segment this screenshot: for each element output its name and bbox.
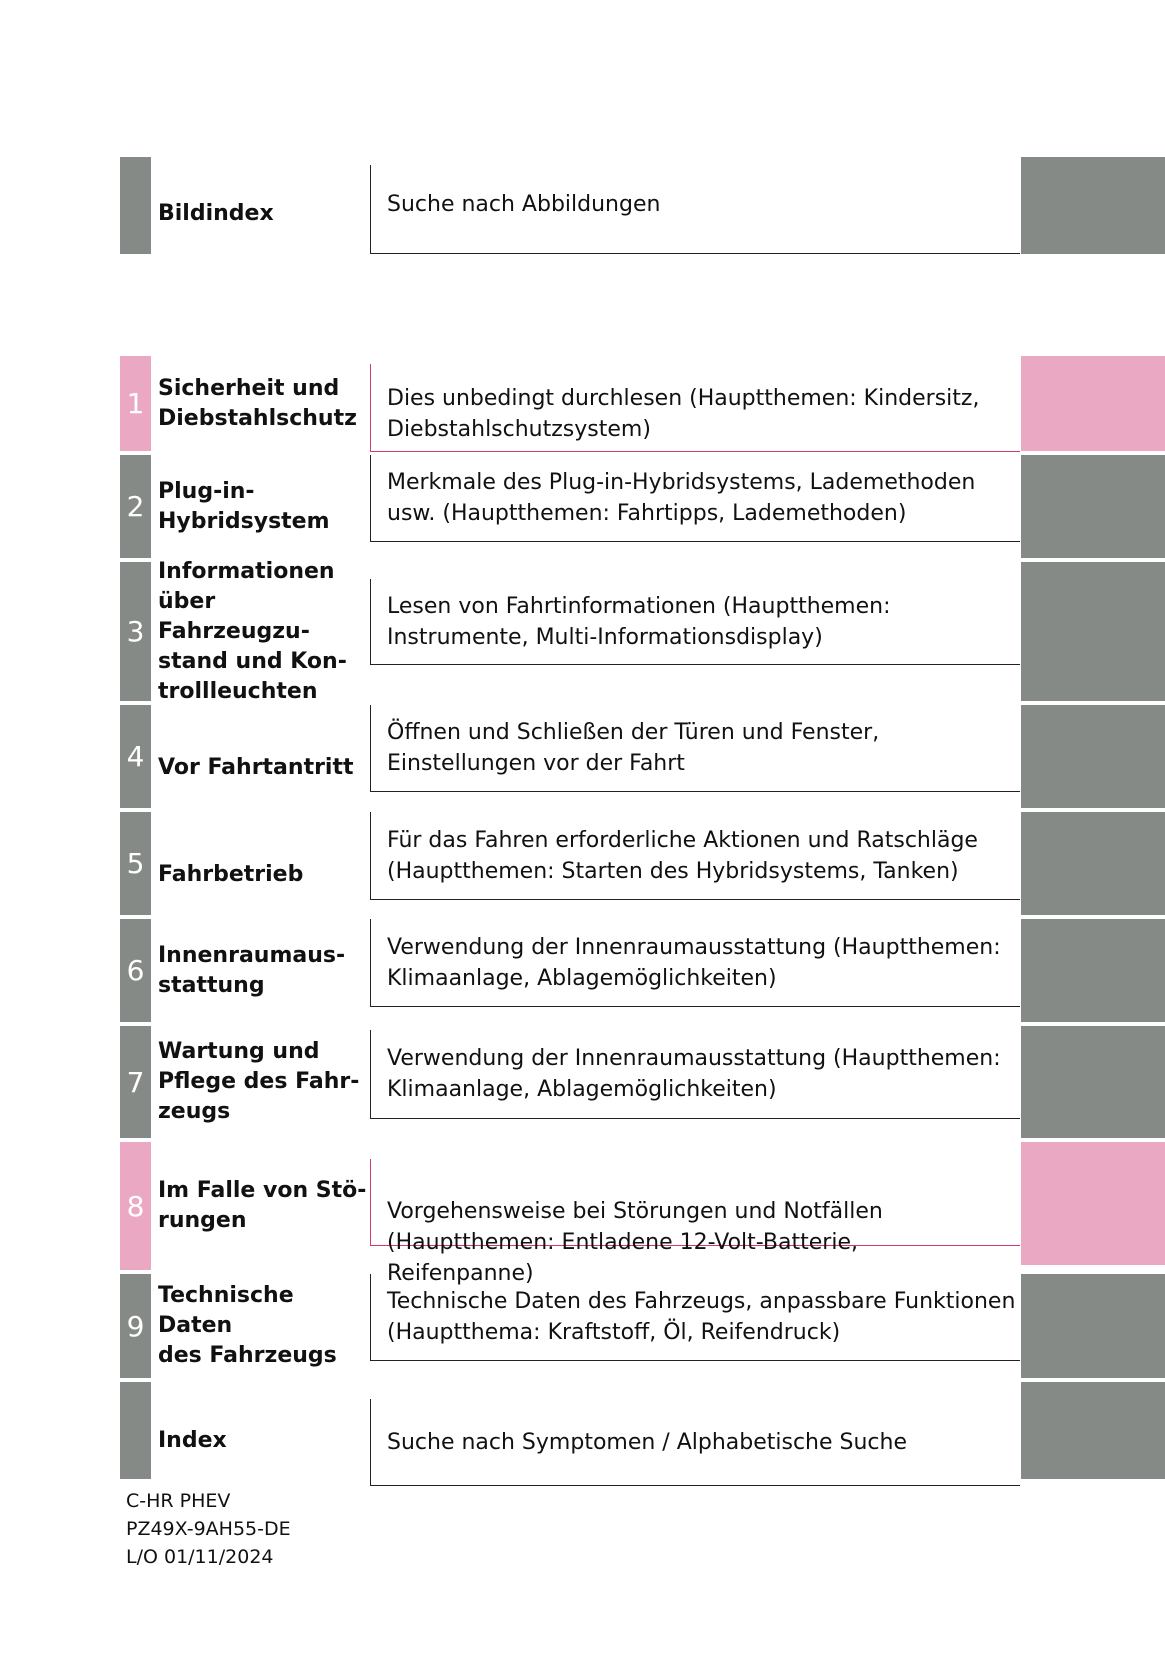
bildindex-title: Bildindex — [158, 200, 274, 226]
chapter-title-9: Technische Daten des Fahrzeugs — [158, 1283, 337, 1368]
chapter-number-4: 4 — [120, 705, 151, 808]
chapter-desc-4: Öffnen und Schließen der Türen und Fenster, Einstellungen vor der Fahrt — [370, 705, 1020, 792]
chapter-title-4: Vor Fahrtantritt — [158, 754, 354, 780]
chapter-row-5[interactable] — [0, 812, 1165, 915]
bildindex-row[interactable] — [0, 157, 1165, 254]
bildindex-tab[interactable] — [1021, 157, 1165, 254]
index-title: Index — [158, 1427, 227, 1453]
chapter-number-1: 1 — [120, 356, 151, 451]
chapter-row-6[interactable] — [0, 919, 1165, 1022]
document-footer — [126, 1487, 291, 1571]
chapter-title-1: Sicherheit und Diebstahlschutz — [158, 375, 357, 431]
chapter-desc-6: Verwendung der Innenraumausstattung (Hauptthemen: Klimaanlage, Ablagemöglichkeiten) — [370, 919, 1020, 1007]
chapter-tab-8[interactable] — [1021, 1142, 1165, 1265]
chapter-tab-6[interactable] — [1021, 919, 1165, 1022]
chapter-row-7[interactable] — [0, 1026, 1165, 1138]
footer-model: C-HR PHEV — [126, 1490, 231, 1512]
chapter-tab-5[interactable] — [1021, 812, 1165, 915]
chapter-desc-2: Merkmale des Plug-in-Hybridsystems, Lademethoden usw. (Hauptthemen: Fahrtipps, Lademethoden) — [370, 455, 1020, 542]
index-bar — [120, 1382, 151, 1479]
chapter-desc-7: Verwendung der Innenraumausstattung (Hauptthemen: Klimaanlage, Ablagemöglichkeiten) — [370, 1030, 1020, 1119]
chapter-row-2[interactable] — [0, 455, 1165, 558]
footer-part-number: PZ49X-9AH55-DE — [126, 1518, 291, 1540]
chapter-title-5: Fahrbetrieb — [158, 861, 304, 887]
chapter-desc-1: Dies unbedingt durchlesen (Hauptthemen: Kindersitz, Diebstahlschutzsystem) — [370, 364, 1020, 452]
chapter-title-2: Plug-in- Hybridsystem — [158, 478, 330, 534]
chapter-tab-1[interactable] — [1021, 356, 1165, 451]
chapter-row-3[interactable] — [0, 558, 1165, 704]
chapter-number-6: 6 — [120, 919, 151, 1022]
index-tab[interactable] — [1021, 1382, 1165, 1479]
chapter-title-6: Innenraumaus- stattung — [158, 942, 346, 998]
chapter-number-3: 3 — [120, 562, 151, 701]
chapter-desc-3: Lesen von Fahrtinformationen (Hauptthemen: Instrumente, Multi-Informationsdisplay) — [370, 579, 1020, 665]
chapter-title-8: Im Falle von Stö- rungen — [158, 1178, 367, 1233]
chapter-tab-3[interactable] — [1021, 562, 1165, 701]
index-row[interactable] — [0, 1382, 1165, 1479]
chapter-row-8[interactable] — [0, 1142, 1165, 1286]
chapter-desc-9: Technische Daten des Fahrzeugs, anpassbare Funktionen (Hauptthema: Kraftstoff, Öl, Reifendruck) — [370, 1274, 1020, 1361]
index-desc: Suche nach Symptomen / Alphabetische Suche — [370, 1399, 1020, 1486]
chapter-tab-7[interactable] — [1021, 1026, 1165, 1138]
chapter-number-7: 7 — [120, 1026, 151, 1138]
chapter-title-7: Wartung und Pflege des Fahr- zeugs — [158, 1039, 360, 1124]
bildindex-bar — [120, 157, 151, 254]
chapter-number-9: 9 — [120, 1274, 151, 1378]
chapter-title-3: Informationen über Fahrzeugzu- stand und Kon- trollleuchten — [158, 558, 347, 704]
chapter-row-9[interactable] — [0, 1274, 1165, 1378]
chapter-desc-8: Vorgehensweise bei Störungen und Notfällen (Hauptthemen: Entladene 12-Volt-Batterie, Reifenpanne) — [370, 1159, 1020, 1246]
chapter-number-2: 2 — [120, 455, 151, 558]
chapter-desc-5: Für das Fahren erforderliche Aktionen und Ratschläge (Hauptthemen: Starten des Hybridsystems, Tanken) — [370, 812, 1020, 900]
chapter-tab-4[interactable] — [1021, 705, 1165, 808]
footer-date: L/O 01/11/2024 — [126, 1546, 274, 1568]
chapter-number-8: 8 — [120, 1142, 151, 1270]
chapter-row-1[interactable] — [0, 356, 1165, 451]
chapter-tab-2[interactable] — [1021, 455, 1165, 558]
chapter-tab-9[interactable] — [1021, 1274, 1165, 1378]
chapter-number-5: 5 — [120, 812, 151, 915]
bildindex-desc: Suche nach Abbildungen — [370, 165, 1020, 254]
chapter-row-4[interactable] — [0, 705, 1165, 808]
